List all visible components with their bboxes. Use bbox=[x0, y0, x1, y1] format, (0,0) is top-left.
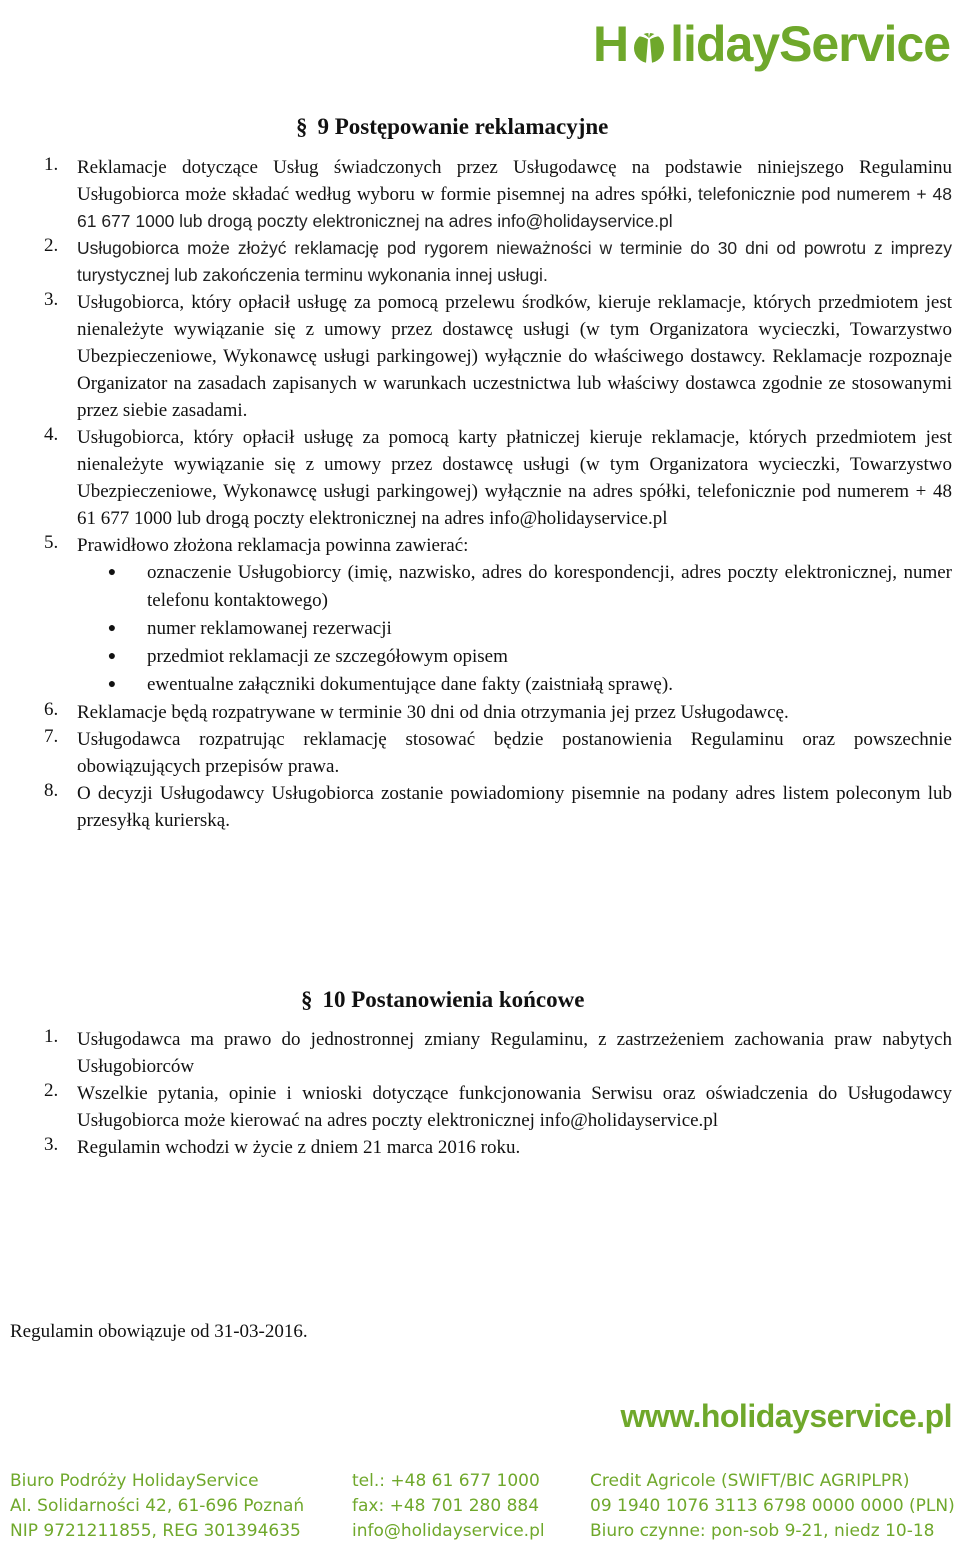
item-number: 3. bbox=[44, 1134, 59, 1155]
item-text-part: O decyzji Usługodawcy Usługobiorca zostanie powiadomiony pisemnie na podany adres listem poleconym lub przesyłką kurierską. bbox=[77, 783, 952, 831]
list-item bbox=[44, 699, 952, 726]
item-text-part: Prawidłowo złożona reklamacja powinna zawierać: bbox=[77, 535, 469, 556]
section-9-title: 9 Postępowanie reklamacyjne bbox=[317, 114, 609, 139]
item-text bbox=[77, 235, 952, 289]
list-item bbox=[44, 780, 952, 834]
item-text bbox=[77, 1026, 952, 1080]
list-item bbox=[44, 289, 952, 424]
item-text-part: Usługobiorca, który opłacił usługę za pomocą karty płatniczej kieruje reklamacje, których przedmiotem jest nienależyte wywiązanie się z umowy przez dostawcę usługi (w tym Organizatora wycieczki, Towarzystwo Ubezpieczeniowe, Wykonawcę usługi parkingowej) wyłącznie na adres spółki, telefonicznie pod numerem + 48 61 677 1000 lub drogą poczty elektronicznej na adres info@holidayservice.pl bbox=[77, 427, 952, 529]
item-number: 8. bbox=[44, 780, 59, 801]
section-10-title: 10 Postanowienia końcowe bbox=[322, 987, 585, 1012]
bullet-text: oznaczenie Usługobiorcy (imię, nazwisko, adres do korespondencji, adres poczty elektronicznej, numer telefonu kontaktowego) bbox=[147, 562, 952, 611]
bullet-text: ewentualne załączniki dokumentujące dane fakty (zaistniałą sprawę). bbox=[147, 674, 673, 695]
item-number: 4. bbox=[44, 424, 59, 445]
footer-line: info@holidayservice.pl bbox=[352, 1521, 545, 1541]
item-number: 7. bbox=[44, 726, 59, 747]
section-9-heading bbox=[296, 113, 608, 141]
list-item bbox=[44, 1026, 952, 1080]
bullet-item bbox=[77, 615, 952, 643]
item-number: 5. bbox=[44, 532, 59, 553]
list-item bbox=[44, 154, 952, 235]
item-text bbox=[77, 1080, 952, 1134]
footer-line: Al. Solidarności 42, 61-696 Poznań bbox=[10, 1496, 305, 1516]
section-symbol: § bbox=[296, 114, 308, 139]
footer-contact bbox=[352, 1469, 545, 1544]
item-number: 6. bbox=[44, 699, 59, 720]
item-text-part: Reklamacje dotyczące Usług świadczonych przez Usługodawcę na podstawie niniejszego Regulaminu Usługobiorca może składać według wyboru w formie pisemnej na adres spółki, bbox=[77, 157, 952, 205]
item-text-part: Usługobiorca, który opłacił usługę za pomocą przelewu środków, kieruje reklamacje, których przedmiotem jest nienależyte wywiązanie się z umowy przez dostawcę usługi (w tym Organizatora wycieczki, Towarzystwo Ubezpieczeniowe, Wykonawcę usługi parkingowej) wyłącznie do właściwego dostawcy. Reklamacje rozpoznaje Organizator na zasadach zapisanych w warunkach uczestnictwa lub właściwy dostawca zgodnie ze stosowanymi przez siebie zasadami. bbox=[77, 292, 952, 421]
item-text-part: Usługodawca ma prawo do jednostronnej zmiany Regulaminu, z zastrzeżeniem zachowania praw nabytych Usługobiorców bbox=[77, 1029, 952, 1077]
item-text-part: Usługobiorca może złożyć reklamację pod rygorem nieważności w terminie do 30 dni od powrotu z imprezy turystycznej lub zakończenia terminu wykonania innej usługi. bbox=[77, 238, 952, 285]
list-item bbox=[44, 424, 952, 532]
item-text-part: telefonicznie pod numerem + 48 61 677 1000 lub drogą poczty elektronicznej na adres info@holidayservice.pl bbox=[77, 184, 952, 231]
holidayservice-logo bbox=[593, 14, 950, 74]
footer-bank bbox=[590, 1469, 955, 1544]
list-item bbox=[44, 1080, 952, 1134]
logo-text-end: lidayService bbox=[670, 16, 950, 72]
item-text-part: Reklamacje będą rozpatrywane w terminie 30 dni od dnia otrzymania jej przez Usługodawcę. bbox=[77, 702, 789, 723]
bullet-icon: ● bbox=[107, 565, 117, 580]
footer-line: Biuro Podróży HolidayService bbox=[10, 1471, 259, 1491]
item-text-part: Usługodawca rozpatrując reklamację stosować będzie postanowienia Regulaminu oraz powszechnie obowiązujących przepisów prawa. bbox=[77, 729, 952, 777]
footer-line: fax: +48 701 280 884 bbox=[352, 1496, 540, 1516]
footer-line: 09 1940 1076 3113 6798 0000 0000 (PLN) bbox=[590, 1496, 955, 1516]
footer-line: NIP 9721211855, REG 301394635 bbox=[10, 1521, 301, 1541]
item-text bbox=[77, 154, 952, 235]
bullet-text: numer reklamowanej rezerwacji bbox=[147, 618, 392, 639]
item-number: 1. bbox=[44, 154, 59, 175]
item-text-part: Wszelkie pytania, opinie i wnioski dotyczące funkcjonowania Serwisu oraz oświadczenia do Usługodawcy Usługobiorca może kierować na adres poczty elektronicznej info@holidayservice.pl bbox=[77, 1083, 952, 1131]
footer-line: tel.: +48 61 677 1000 bbox=[352, 1471, 540, 1491]
bullet-icon: ● bbox=[107, 677, 117, 692]
footer-line: Biuro czynne: pon-sob 9-21, niedz 10-18 bbox=[590, 1521, 935, 1541]
item-text bbox=[77, 424, 952, 532]
logo-text-start: H bbox=[593, 16, 629, 72]
bullet-list bbox=[77, 559, 952, 699]
item-text bbox=[77, 726, 952, 780]
list-item bbox=[44, 726, 952, 780]
validity-note: Regulamin obowiązuje od 31-03-2016. bbox=[10, 1321, 308, 1342]
footer bbox=[10, 1469, 955, 1543]
item-number: 2. bbox=[44, 235, 59, 256]
list-item bbox=[44, 1134, 952, 1161]
item-text bbox=[77, 289, 952, 424]
item-text bbox=[77, 699, 952, 726]
section-9-list bbox=[44, 154, 952, 834]
item-text bbox=[77, 532, 952, 699]
bullet-text: przedmiot reklamacji ze szczegółowym opisem bbox=[147, 646, 508, 667]
section-10-list bbox=[44, 1026, 952, 1161]
list-item bbox=[44, 235, 952, 289]
bullet-item bbox=[77, 671, 952, 699]
item-number: 3. bbox=[44, 289, 59, 310]
footer-line: Credit Agricole (SWIFT/BIC AGRIPLPR) bbox=[590, 1471, 910, 1491]
bullet-icon: ● bbox=[107, 649, 117, 664]
bullet-icon: ● bbox=[107, 621, 117, 636]
section-symbol: § bbox=[301, 987, 313, 1012]
item-number: 1. bbox=[44, 1026, 59, 1047]
list-item bbox=[44, 532, 952, 699]
item-text bbox=[77, 1134, 952, 1161]
item-text-part: Regulamin wchodzi w życie z dniem 21 marca 2016 roku. bbox=[77, 1137, 521, 1158]
item-number: 2. bbox=[44, 1080, 59, 1101]
bullet-item bbox=[77, 643, 952, 671]
bullet-item bbox=[77, 559, 952, 615]
website-url[interactable]: www.holidayservice.pl bbox=[620, 1398, 952, 1434]
footer-company bbox=[10, 1469, 304, 1544]
palm-tree-icon bbox=[629, 20, 669, 68]
section-10-heading bbox=[301, 986, 584, 1014]
item-text bbox=[77, 780, 952, 834]
